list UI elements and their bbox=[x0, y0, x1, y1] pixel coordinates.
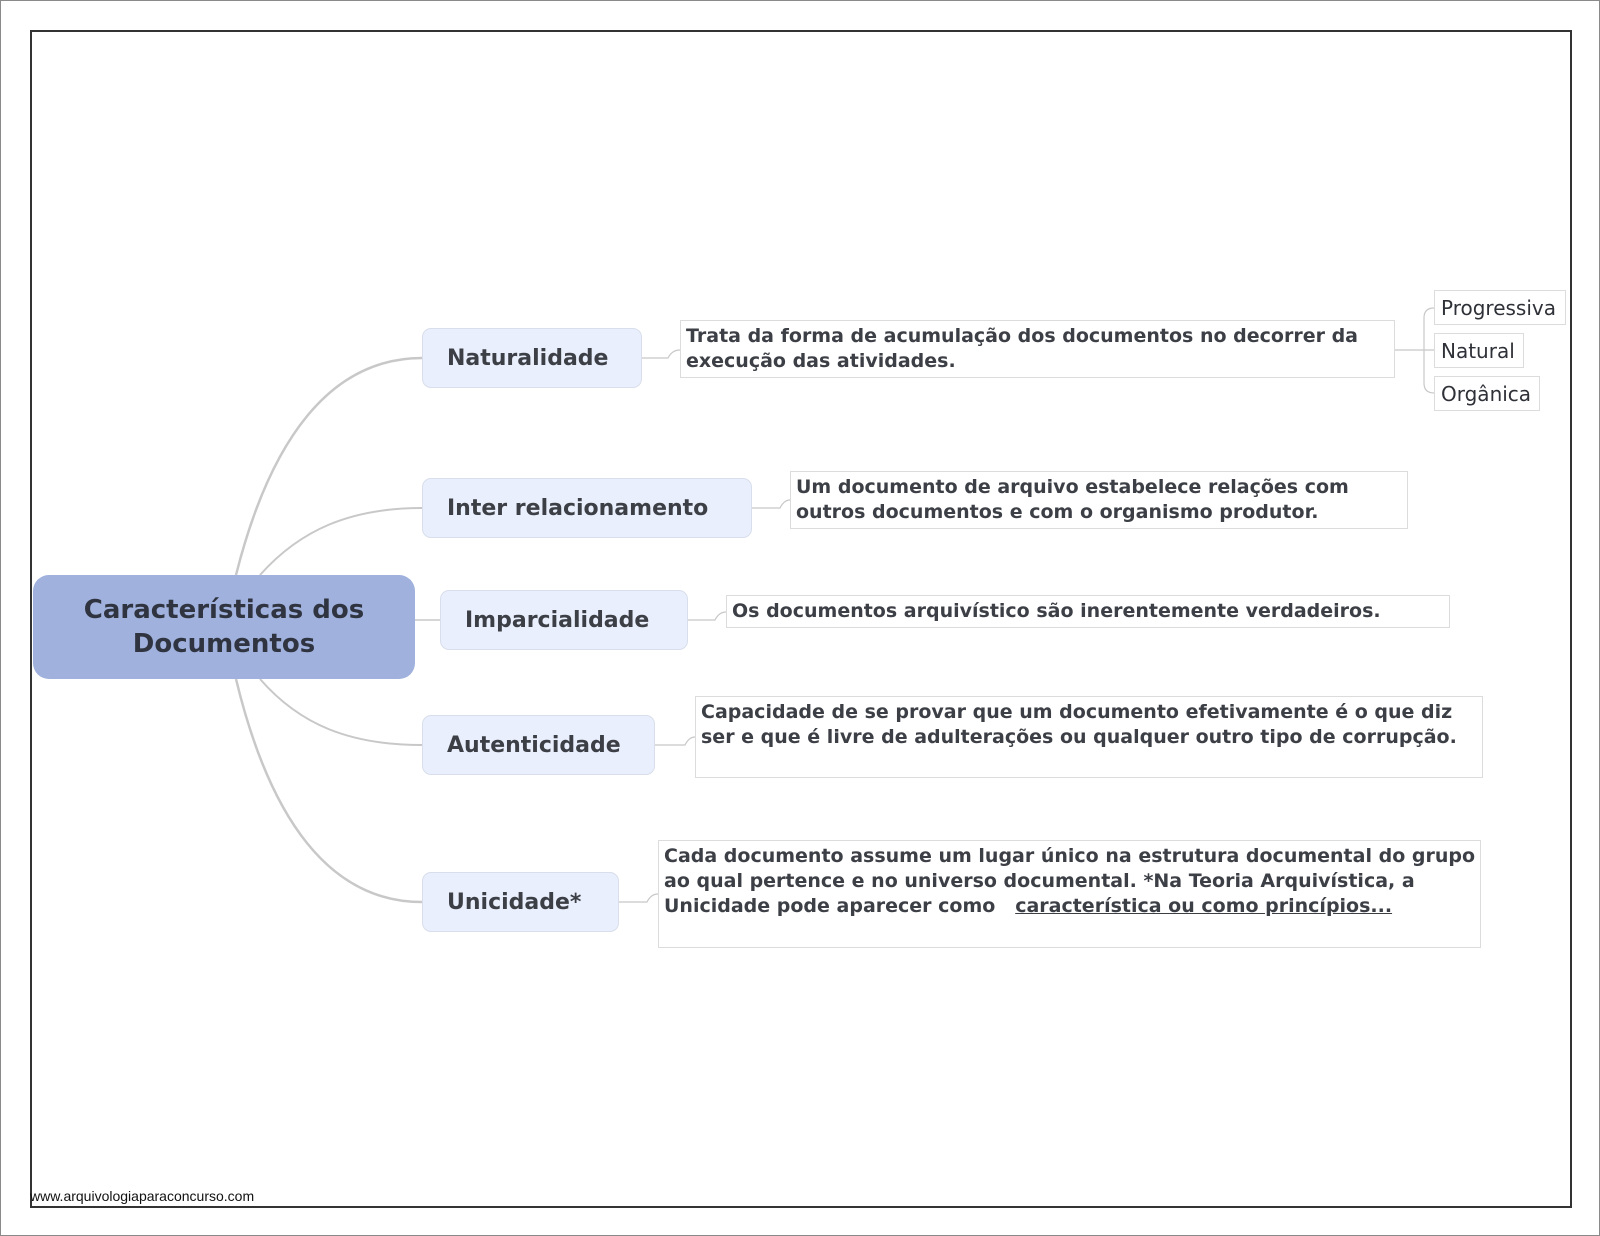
description-text: Cada documento assume um lugar único na estrutura documental do grupo ao qual pertence e no universo documental. *Na Teoria Arquivística, a Unicidade pode aparecer como bbox=[664, 845, 1476, 917]
connector-subtopics bbox=[1395, 308, 1434, 393]
connector-inter-relacionamento bbox=[260, 508, 422, 575]
description-unicidade[interactable] bbox=[658, 840, 1481, 948]
topic-unicidade[interactable] bbox=[422, 872, 619, 932]
topic-label: Imparcialidade bbox=[465, 607, 650, 633]
subtopic-label: Orgânica bbox=[1441, 381, 1532, 406]
subtopic-natural[interactable] bbox=[1434, 333, 1524, 368]
description-autenticidade[interactable] bbox=[695, 696, 1483, 778]
description-text: Capacidade de se provar que um documento efetivamente é o que diz ser e que é livre de adulterações ou qualquer outro tipo de corrupção. bbox=[701, 701, 1457, 748]
central-topic-line-2: Documentos bbox=[132, 629, 316, 659]
subtopic-progressiva[interactable] bbox=[1434, 290, 1566, 325]
connector-desc-3 bbox=[688, 612, 726, 620]
topic-label: Naturalidade bbox=[447, 345, 609, 371]
topic-label: Autenticidade bbox=[447, 732, 621, 758]
description-imparcialidade[interactable] bbox=[726, 595, 1450, 628]
connector-desc-2 bbox=[752, 500, 790, 508]
topic-naturalidade[interactable] bbox=[422, 328, 642, 388]
footer-website[interactable]: www.arquivologiaparaconcurso.com bbox=[30, 1188, 255, 1204]
description-text: Um documento de arquivo estabelece relações com outros documentos e com o organismo produtor. bbox=[796, 476, 1349, 523]
connector-desc-1 bbox=[642, 350, 680, 358]
subtopic-label: Natural bbox=[1441, 338, 1515, 363]
description-text: Trata da forma de acumulação dos documentos no decorrer da execução das atividades. bbox=[686, 325, 1358, 372]
topic-label: Inter relacionamento bbox=[447, 495, 709, 521]
topic-autenticidade[interactable] bbox=[422, 715, 655, 775]
topic-inter-relacionamento[interactable] bbox=[422, 478, 752, 538]
description-naturalidade[interactable] bbox=[680, 320, 1395, 378]
unicidade-link[interactable]: característica ou como princípios... bbox=[1015, 895, 1393, 917]
central-topic-line-1: Características dos bbox=[83, 595, 365, 625]
central-topic[interactable] bbox=[33, 575, 415, 679]
subtopic-label: Progressiva bbox=[1441, 295, 1556, 320]
description-inter-relacionamento[interactable] bbox=[790, 471, 1408, 529]
description-text: Os documentos arquivístico são inerentemente verdadeiros. bbox=[732, 600, 1381, 622]
connector-desc-5 bbox=[619, 894, 658, 902]
connector-unicidade bbox=[236, 679, 422, 902]
topic-imparcialidade[interactable] bbox=[440, 590, 688, 650]
subtopic-organica[interactable] bbox=[1434, 376, 1540, 411]
connector-autenticidade bbox=[260, 679, 422, 745]
topic-label: Unicidade* bbox=[447, 889, 582, 915]
connector-desc-4 bbox=[655, 737, 695, 745]
connector-naturalidade bbox=[236, 358, 422, 575]
